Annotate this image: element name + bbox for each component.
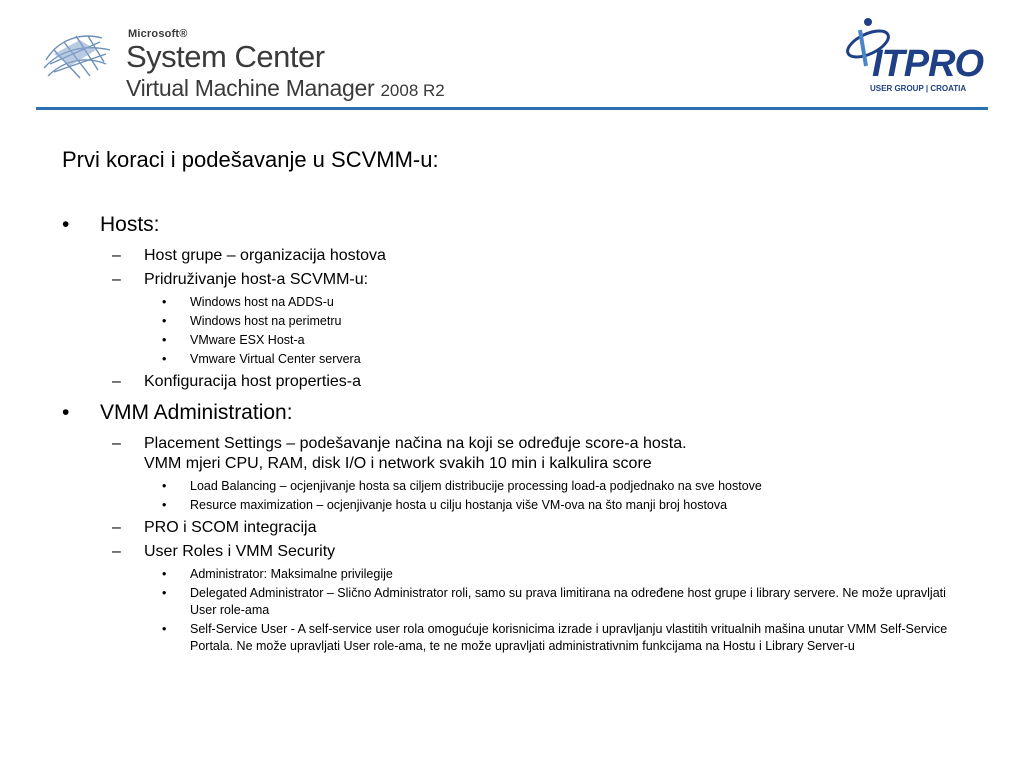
sub-item-text: Windows host na perimetru — [190, 314, 342, 328]
sub-item-text: Administrator: Maksimalne privilegije — [190, 567, 393, 581]
dash-marker: – — [112, 519, 121, 536]
bullet-marker: • — [162, 295, 167, 309]
sub-item — [62, 566, 972, 583]
itpro-wordmark: ITPRO — [872, 43, 984, 85]
dash-marker: – — [112, 271, 121, 288]
bullet-marker: • — [162, 622, 167, 636]
system-center-emblem-icon — [40, 20, 120, 90]
list-item — [62, 434, 972, 514]
sub-list — [62, 566, 972, 655]
header-divider — [36, 107, 988, 110]
sub-item — [62, 351, 972, 368]
dash-marker: – — [112, 373, 121, 390]
sub-item-text: Delegated Administrator – Slično Administrator roli, samo su prava limitirana na određene host grupe i library servere. Ne može upravljati User role-ama — [190, 586, 946, 617]
bullet-marker: • — [162, 314, 167, 328]
item-text: PRO i SCOM integracija — [144, 519, 317, 536]
sub-item-text: Vmware Virtual Center servera — [190, 352, 361, 366]
section-label: Hosts: — [100, 213, 160, 236]
sub-list — [62, 478, 972, 514]
bullet-marker: • — [62, 213, 70, 236]
dash-marker: – — [112, 543, 121, 560]
bullet-marker: • — [162, 333, 167, 347]
top-level-list — [62, 208, 972, 655]
sub-item-text: Resurce maximization – ocjenjivanje hosta u cilju hostanja više VM-ova na što manji broj hostova — [190, 498, 728, 512]
list-item — [62, 372, 972, 392]
slide-title: Prvi koraci i podešavanje u SCVMM-u: — [62, 147, 439, 172]
list-item — [62, 542, 972, 655]
item-text: Host grupe – organizacija hostova — [144, 247, 386, 264]
item-text: Konfiguracija host properties-a — [144, 373, 362, 390]
item-text: Placement Settings – podešavanje načina na koji se određuje score-a hosta. — [144, 435, 687, 452]
itpro-logo — [842, 14, 992, 96]
system-center-logo — [40, 20, 445, 101]
microsoft-wordmark: Microsoft® — [128, 28, 188, 40]
section-hosts — [62, 208, 972, 392]
product-title: Virtual Machine Manager — [126, 75, 375, 101]
product-version: 2008 R2 — [380, 81, 445, 100]
sub-item — [62, 497, 972, 514]
sub-item — [62, 478, 972, 495]
item-text: Pridruživanje host-a SCVMM-u: — [144, 271, 369, 288]
sub-item-text: Windows host na ADDS-u — [190, 295, 334, 309]
bullet-marker: • — [62, 401, 70, 424]
sub-list — [62, 294, 972, 368]
itpro-tagline: USER GROUP | CROATIA — [870, 84, 967, 93]
list-item — [62, 246, 972, 266]
system-center-wordmark: System Center — [126, 39, 325, 74]
list-item — [62, 518, 972, 538]
sub-item-text: Self-Service User - A self-service user rola omogućuje korisnicima izrade i upravljanju vlastitih vritualnih mašina unutar VMM Self-Service Portala. Ne može upravljati User role-ama, te ne može upravljati administrativnim funkcijama na Hostu i Library Server-u — [190, 622, 948, 653]
list-item — [62, 270, 972, 368]
sub-item — [62, 294, 972, 311]
dash-marker: – — [112, 435, 121, 452]
bullet-marker: • — [162, 586, 167, 600]
section-label: VMM Administration: — [100, 401, 293, 424]
dash-marker: – — [112, 247, 121, 264]
sub-item-text: Load Balancing – ocjenjivanje hosta sa ciljem distribucije processing load-a podjednako na sve hostove — [190, 479, 762, 493]
item-text: User Roles i VMM Security — [144, 543, 336, 560]
sub-item-text: VMware ESX Host-a — [190, 333, 305, 347]
sub-item — [62, 313, 972, 330]
sub-item — [62, 585, 972, 619]
bullet-marker: • — [162, 498, 167, 512]
bullet-marker: • — [162, 479, 167, 493]
bullet-marker: • — [162, 567, 167, 581]
sub-item — [62, 332, 972, 349]
section-vmm-administration — [62, 396, 972, 655]
sub-item — [62, 621, 972, 655]
bullet-marker: • — [162, 352, 167, 366]
vmm-admin-list — [62, 434, 972, 655]
hosts-list — [62, 246, 972, 392]
item-text-continuation: VMM mjeri CPU, RAM, disk I/O i network svakih 10 min i kalkulira score — [144, 455, 652, 472]
product-name — [126, 75, 445, 104]
slide-body — [62, 208, 972, 659]
